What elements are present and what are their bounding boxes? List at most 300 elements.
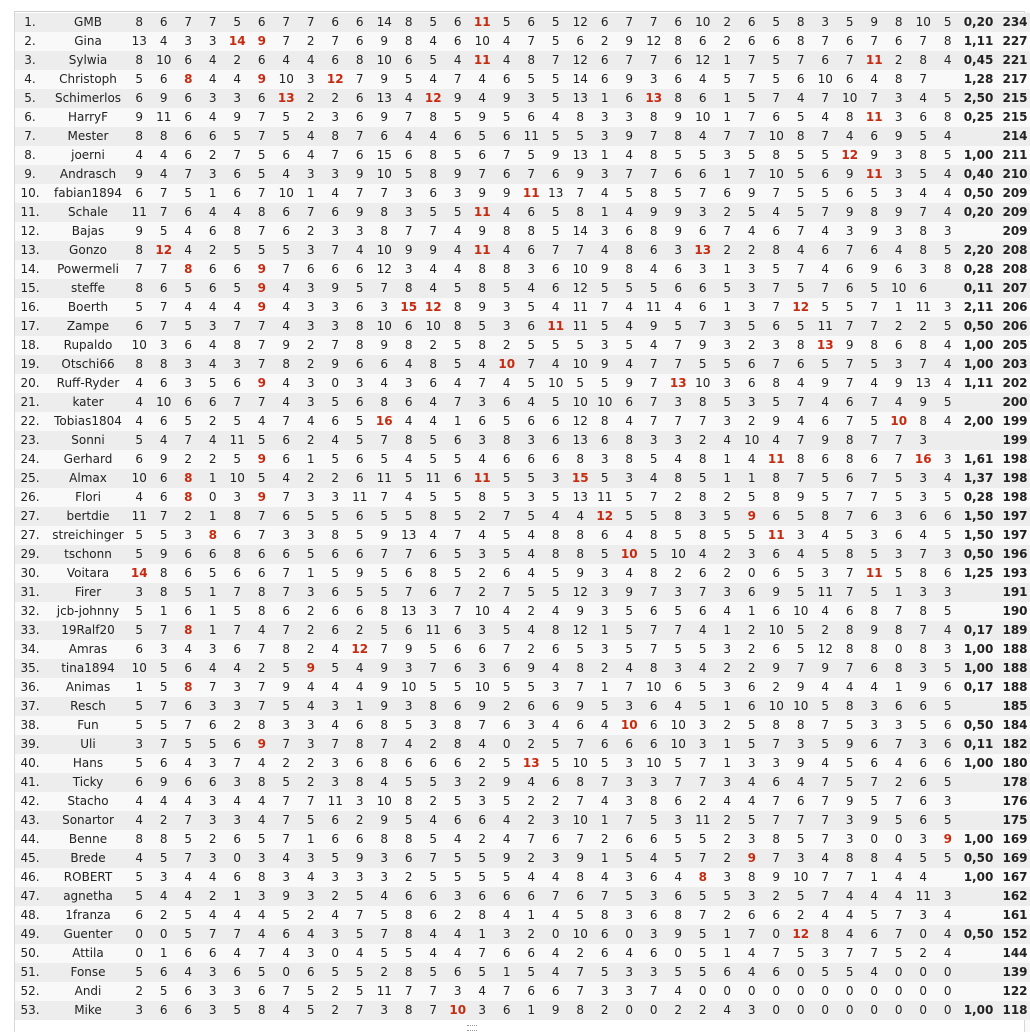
score-cell: 7 — [642, 374, 667, 393]
score-cell: 8 — [911, 222, 936, 241]
score-cell: 5 — [617, 602, 642, 621]
rank-cell: 11. — [15, 203, 49, 222]
score-cell: 8 — [862, 640, 887, 659]
score-cell: 3 — [201, 32, 226, 51]
score-cell: 7 — [176, 165, 201, 184]
score-cell: 5 — [862, 792, 887, 811]
score-cell: 7 — [470, 944, 495, 963]
score-cell: 6 — [936, 507, 961, 526]
score-cell: 6 — [470, 146, 495, 165]
score-cell: 4 — [470, 89, 495, 108]
score-cell: 6 — [348, 602, 373, 621]
score-cell: 8 — [397, 431, 422, 450]
score-cell: 4 — [887, 754, 912, 773]
rank-cell: 14. — [15, 260, 49, 279]
score-cell: 4 — [593, 716, 618, 735]
score-cell: 7 — [250, 507, 275, 526]
score-cell: 13 — [568, 146, 593, 165]
score-cell: 3 — [225, 811, 250, 830]
score-cell: 7 — [495, 146, 520, 165]
score-cell: 6 — [348, 108, 373, 127]
score-cell: 5 — [789, 317, 814, 336]
total-points-cell: 122 — [1000, 982, 1030, 1001]
total-points-cell: 188 — [1000, 659, 1030, 678]
score-cell: 4 — [495, 374, 520, 393]
score-cell: 8 — [789, 32, 814, 51]
score-cell: 8 — [911, 602, 936, 621]
score-cell: 3 — [250, 887, 275, 906]
score-cell: 6 — [544, 260, 569, 279]
score-cell: 6 — [764, 108, 789, 127]
score-cell: 9 — [348, 203, 373, 222]
score-cell: 6 — [470, 412, 495, 431]
score-cell: 4 — [446, 830, 471, 849]
score-cell: 7 — [789, 260, 814, 279]
score-cell: 7 — [568, 735, 593, 754]
score-cell: 3 — [642, 887, 667, 906]
score-cell: 9 — [519, 659, 544, 678]
table-row — [15, 51, 1030, 70]
score-cell: 7 — [862, 298, 887, 317]
score-cell: 9 — [397, 640, 422, 659]
score-cell: 4 — [274, 165, 299, 184]
score-cell: 6 — [544, 982, 569, 1001]
bonus-cell — [960, 982, 1000, 1001]
score-cell: 8 — [911, 241, 936, 260]
score-cell: 7 — [642, 640, 667, 659]
score-cell: 12 — [789, 298, 814, 317]
score-cell: 6 — [152, 70, 177, 89]
score-cell: 12 — [348, 640, 373, 659]
score-cell: 7 — [372, 640, 397, 659]
score-cell: 0 — [887, 982, 912, 1001]
score-cell: 6 — [887, 260, 912, 279]
score-cell: 2 — [715, 564, 740, 583]
score-cell: 7 — [372, 925, 397, 944]
score-cell: 4 — [176, 792, 201, 811]
total-points-cell: 221 — [1000, 51, 1030, 70]
score-cell: 4 — [593, 184, 618, 203]
score-cell: 4 — [911, 89, 936, 108]
score-cell: 7 — [666, 355, 691, 374]
score-cell: 4 — [225, 944, 250, 963]
score-cell: 2 — [348, 811, 373, 830]
score-cell: 9 — [274, 887, 299, 906]
score-cell: 8 — [593, 412, 618, 431]
score-cell: 6 — [764, 963, 789, 982]
score-cell: 9 — [127, 222, 152, 241]
score-cell: 3 — [593, 127, 618, 146]
score-cell: 7 — [299, 13, 324, 32]
score-cell: 1 — [152, 944, 177, 963]
score-cell: 4 — [176, 222, 201, 241]
score-cell: 10 — [372, 51, 397, 70]
total-points-cell: 198 — [1000, 469, 1030, 488]
score-cell: 8 — [250, 583, 275, 602]
score-cell: 2 — [372, 963, 397, 982]
score-cell: 6 — [446, 127, 471, 146]
score-cell: 5 — [446, 545, 471, 564]
rank-cell: 36. — [15, 678, 49, 697]
rank-cell: 27. — [15, 507, 49, 526]
table-row — [15, 564, 1030, 583]
bonus-cell — [960, 944, 1000, 963]
score-cell: 5 — [862, 545, 887, 564]
score-cell: 7 — [911, 545, 936, 564]
score-cell: 3 — [617, 108, 642, 127]
score-cell: 3 — [593, 602, 618, 621]
score-cell: 10 — [666, 545, 691, 564]
score-cell: 5 — [446, 146, 471, 165]
score-cell: 6 — [225, 165, 250, 184]
score-cell: 4 — [348, 659, 373, 678]
score-cell: 3 — [911, 735, 936, 754]
score-cell: 8 — [421, 697, 446, 716]
score-cell: 5 — [936, 89, 961, 108]
score-cell: 4 — [397, 127, 422, 146]
score-cell: 8 — [911, 412, 936, 431]
total-points-cell: 188 — [1000, 640, 1030, 659]
score-cell: 6 — [495, 127, 520, 146]
score-cell: 9 — [495, 89, 520, 108]
score-cell: 10 — [813, 70, 838, 89]
score-cell: 6 — [519, 13, 544, 32]
bonus-cell: 1,50 — [960, 507, 1000, 526]
score-cell: 7 — [225, 317, 250, 336]
score-cell: 5 — [813, 697, 838, 716]
score-cell: 6 — [911, 697, 936, 716]
score-cell: 7 — [887, 431, 912, 450]
score-cell: 4 — [225, 203, 250, 222]
score-cell: 7 — [568, 184, 593, 203]
score-cell: 3 — [127, 583, 152, 602]
score-cell: 10 — [666, 735, 691, 754]
score-cell: 3 — [421, 602, 446, 621]
score-cell: 4 — [617, 526, 642, 545]
score-cell: 6 — [225, 374, 250, 393]
table-row — [15, 70, 1030, 89]
score-cell: 2 — [201, 412, 226, 431]
score-cell: 8 — [397, 830, 422, 849]
score-cell: 5 — [691, 355, 716, 374]
score-cell: 7 — [372, 431, 397, 450]
score-cell: 9 — [250, 298, 275, 317]
score-cell: 9 — [470, 222, 495, 241]
score-cell: 7 — [813, 203, 838, 222]
score-cell: 6 — [421, 184, 446, 203]
table-row — [15, 488, 1030, 507]
score-cell: 0 — [911, 963, 936, 982]
score-cell: 7 — [397, 583, 422, 602]
score-cell: 6 — [519, 317, 544, 336]
score-cell: 6 — [348, 450, 373, 469]
score-cell: 3 — [740, 830, 765, 849]
score-cell: 7 — [397, 108, 422, 127]
score-cell: 2 — [740, 241, 765, 260]
score-cell: 2 — [666, 564, 691, 583]
score-cell: 3 — [887, 355, 912, 374]
score-cell: 5 — [544, 564, 569, 583]
score-cell: 11 — [225, 431, 250, 450]
score-cell: 5 — [250, 241, 275, 260]
score-cell: 10 — [691, 108, 716, 127]
score-cell: 4 — [299, 412, 324, 431]
score-cell: 3 — [323, 165, 348, 184]
score-cell: 6 — [838, 469, 863, 488]
score-cell: 7 — [813, 89, 838, 108]
total-points-cell: 139 — [1000, 963, 1030, 982]
player-name-cell: Schale — [49, 203, 127, 222]
score-cell: 7 — [862, 773, 887, 792]
bonus-cell: 1,00 — [960, 868, 1000, 887]
score-cell: 9 — [372, 678, 397, 697]
score-cell: 1 — [715, 51, 740, 70]
score-cell: 3 — [470, 1001, 495, 1020]
score-cell: 4 — [176, 640, 201, 659]
score-cell: 8 — [250, 773, 275, 792]
score-cell: 4 — [666, 982, 691, 1001]
score-cell: 5 — [911, 127, 936, 146]
score-cell: 6 — [617, 89, 642, 108]
total-points-cell: 152 — [1000, 925, 1030, 944]
score-cell: 6 — [911, 279, 936, 298]
score-cell: 4 — [446, 260, 471, 279]
score-cell: 6 — [617, 735, 642, 754]
score-cell: 9 — [838, 203, 863, 222]
score-cell: 9 — [740, 184, 765, 203]
table-row — [15, 659, 1030, 678]
score-cell: 3 — [666, 659, 691, 678]
score-cell: 6 — [593, 70, 618, 89]
score-cell: 6 — [127, 450, 152, 469]
score-cell: 6 — [397, 51, 422, 70]
score-cell: 6 — [887, 336, 912, 355]
score-cell: 9 — [372, 697, 397, 716]
score-cell: 4 — [152, 887, 177, 906]
score-cell: 6 — [201, 260, 226, 279]
score-cell: 5 — [397, 469, 422, 488]
score-cell: 7 — [274, 412, 299, 431]
score-cell: 3 — [299, 849, 324, 868]
resize-grip-icon[interactable] — [467, 1025, 477, 1031]
score-cell: 3 — [201, 963, 226, 982]
score-cell: 9 — [740, 507, 765, 526]
score-cell: 3 — [642, 963, 667, 982]
score-cell: 8 — [470, 260, 495, 279]
score-cell: 7 — [691, 184, 716, 203]
score-cell: 7 — [274, 735, 299, 754]
score-cell: 8 — [397, 792, 422, 811]
score-cell: 7 — [201, 925, 226, 944]
score-cell: 6 — [495, 944, 520, 963]
score-cell: 3 — [299, 374, 324, 393]
score-cell: 2 — [348, 621, 373, 640]
score-cell: 6 — [176, 602, 201, 621]
score-cell: 4 — [593, 241, 618, 260]
score-cell: 6 — [225, 260, 250, 279]
score-cell: 0 — [887, 1001, 912, 1020]
score-cell: 7 — [152, 507, 177, 526]
score-cell: 4 — [617, 564, 642, 583]
score-cell: 6 — [862, 659, 887, 678]
score-cell: 10 — [642, 754, 667, 773]
score-cell: 5 — [593, 374, 618, 393]
score-cell: 2 — [887, 51, 912, 70]
score-cell: 4 — [421, 279, 446, 298]
score-cell: 6 — [911, 108, 936, 127]
score-cell: 3 — [715, 773, 740, 792]
score-cell: 5 — [544, 735, 569, 754]
score-cell: 4 — [617, 146, 642, 165]
score-cell: 3 — [887, 165, 912, 184]
score-cell: 5 — [201, 374, 226, 393]
score-cell: 5 — [397, 716, 422, 735]
score-cell: 5 — [470, 963, 495, 982]
table-row — [15, 545, 1030, 564]
score-cell: 8 — [446, 298, 471, 317]
score-cell: 2 — [299, 602, 324, 621]
total-points-cell: 188 — [1000, 678, 1030, 697]
score-cell: 3 — [495, 925, 520, 944]
score-cell: 6 — [421, 906, 446, 925]
score-cell: 4 — [813, 108, 838, 127]
score-cell: 7 — [152, 621, 177, 640]
score-cell: 3 — [593, 222, 618, 241]
score-cell: 4 — [299, 51, 324, 70]
score-cell: 7 — [642, 51, 667, 70]
score-cell: 2 — [911, 317, 936, 336]
score-cell: 6 — [642, 735, 667, 754]
score-cell: 5 — [421, 51, 446, 70]
score-cell: 7 — [691, 583, 716, 602]
score-cell: 6 — [421, 887, 446, 906]
score-cell: 4 — [299, 697, 324, 716]
score-cell: 5 — [519, 469, 544, 488]
rank-cell: 12. — [15, 222, 49, 241]
score-cell: 3 — [593, 564, 618, 583]
score-cell: 9 — [568, 697, 593, 716]
score-cell: 5 — [127, 868, 152, 887]
score-cell: 4 — [887, 393, 912, 412]
player-name-cell: ROBERT — [49, 868, 127, 887]
bonus-cell: 0,25 — [960, 108, 1000, 127]
score-cell: 1 — [593, 678, 618, 697]
score-cell: 7 — [838, 564, 863, 583]
score-cell: 8 — [642, 792, 667, 811]
score-cell: 6 — [274, 602, 299, 621]
table-row — [15, 716, 1030, 735]
score-cell: 2 — [887, 773, 912, 792]
bonus-cell: 1,00 — [960, 640, 1000, 659]
score-cell: 4 — [519, 393, 544, 412]
score-cell: 1 — [593, 621, 618, 640]
score-cell: 5 — [789, 108, 814, 127]
score-cell: 3 — [299, 526, 324, 545]
rank-cell: 19. — [15, 355, 49, 374]
score-cell: 6 — [544, 830, 569, 849]
score-cell: 4 — [617, 944, 642, 963]
score-cell: 4 — [666, 450, 691, 469]
score-cell: 8 — [397, 336, 422, 355]
score-cell: 5 — [789, 507, 814, 526]
score-cell: 3 — [740, 298, 765, 317]
rank-cell: 35. — [15, 659, 49, 678]
score-cell: 3 — [225, 678, 250, 697]
score-cell: 6 — [446, 659, 471, 678]
score-cell: 5 — [740, 203, 765, 222]
score-cell: 4 — [470, 450, 495, 469]
score-cell: 5 — [446, 849, 471, 868]
score-cell: 4 — [519, 773, 544, 792]
player-name-cell: Fun — [49, 716, 127, 735]
score-cell: 7 — [250, 184, 275, 203]
score-cell: 8 — [348, 773, 373, 792]
ranking-table — [15, 13, 1030, 1020]
score-cell: 8 — [250, 716, 275, 735]
score-cell: 1 — [740, 602, 765, 621]
score-cell: 7 — [176, 716, 201, 735]
score-cell: 5 — [862, 906, 887, 925]
score-cell: 3 — [911, 659, 936, 678]
score-cell: 7 — [421, 659, 446, 678]
score-cell: 6 — [838, 260, 863, 279]
score-cell: 0 — [862, 982, 887, 1001]
score-cell: 13 — [691, 241, 716, 260]
score-cell: 4 — [666, 298, 691, 317]
score-cell: 10 — [789, 868, 814, 887]
score-cell: 7 — [642, 412, 667, 431]
score-cell: 4 — [544, 944, 569, 963]
score-cell: 5 — [715, 526, 740, 545]
player-name-cell: jcb-johnny — [49, 602, 127, 621]
score-cell: 7 — [764, 89, 789, 108]
score-cell: 3 — [813, 564, 838, 583]
score-cell: 2 — [740, 336, 765, 355]
score-cell — [936, 868, 961, 887]
score-cell: 5 — [274, 127, 299, 146]
score-cell: 6 — [789, 792, 814, 811]
score-cell: 6 — [691, 89, 716, 108]
score-cell: 10 — [617, 716, 642, 735]
score-cell: 12 — [789, 925, 814, 944]
player-name-cell: HarryF — [49, 108, 127, 127]
player-name-cell: Hans — [49, 754, 127, 773]
score-cell: 0 — [201, 488, 226, 507]
score-cell: 5 — [127, 697, 152, 716]
rank-cell: 32. — [15, 602, 49, 621]
score-cell: 3 — [250, 849, 275, 868]
score-cell: 5 — [617, 640, 642, 659]
score-cell: 7 — [789, 393, 814, 412]
score-cell: 5 — [789, 621, 814, 640]
score-cell: 7 — [250, 526, 275, 545]
score-cell: 6 — [691, 32, 716, 51]
score-cell: 5 — [715, 887, 740, 906]
score-cell: 8 — [152, 583, 177, 602]
score-cell: 4 — [838, 925, 863, 944]
table-row — [15, 450, 1030, 469]
score-cell: 1 — [495, 963, 520, 982]
score-cell: 6 — [740, 678, 765, 697]
score-cell: 4 — [519, 526, 544, 545]
player-name-cell: Ruff-Ryder — [49, 374, 127, 393]
score-cell: 7 — [666, 412, 691, 431]
score-cell: 5 — [372, 944, 397, 963]
score-cell: 3 — [372, 868, 397, 887]
score-cell: 8 — [568, 450, 593, 469]
score-cell: 2 — [201, 146, 226, 165]
score-cell: 5 — [372, 564, 397, 583]
